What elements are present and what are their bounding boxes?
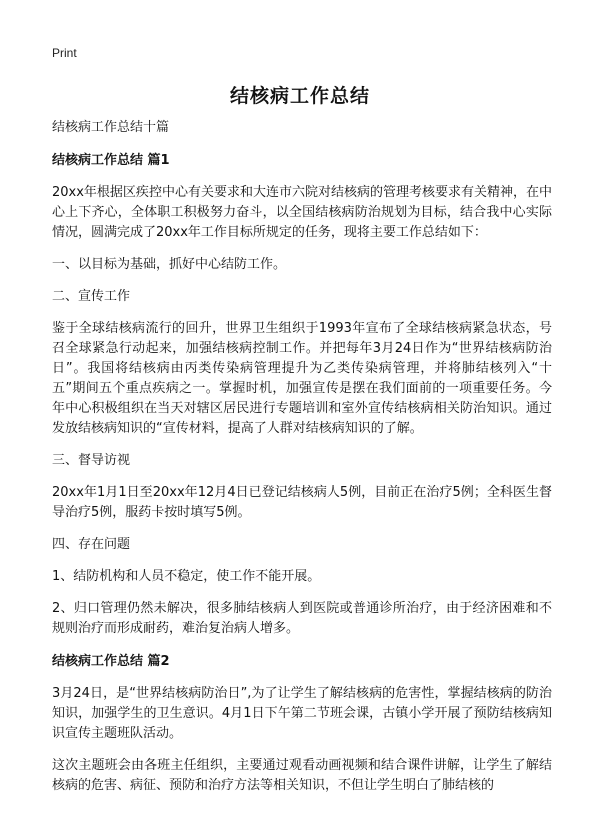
document-body — [52, 118, 552, 796]
paragraph: 3月24日，是“世界结核病防治日”,为了让学生了解结核病的危害性，掌握结核病的防治知识，加强学生的卫生意识。4月1日下午第二节班会课，古镇小学开展了预防结核病知识宣传主题班队活动。 — [52, 686, 552, 741]
section-heading-1: 结核病工作总结 篇1 — [52, 153, 170, 168]
section-heading-2: 结核病工作总结 篇2 — [52, 654, 170, 669]
paragraph: 1、结防机构和人员不稳定，使工作不能开展。 — [52, 569, 321, 584]
paragraph: 一、以目标为基础，抓好中心结防工作。 — [52, 257, 287, 272]
paragraph: 20xx年根据区疾控中心有关要求和大连市六院对结核病的管理考核要求有关精神，在中心上下齐心，全体职工积极努力奋斗，以全国结核病防治规划为目标，结合我中心实际情况，圆满完成了20xx年工作目标所规定的任务，现将主要工作总结如下： — [52, 185, 552, 240]
paragraph: 20xx年1月1日至20xx年12月4日已登记结核病人5例，目前正在治疗5例；全科医生督导治疗5例，服药卡按时填写5例。 — [52, 485, 552, 520]
paragraph: 鉴于全球结核病流行的回升，世界卫生组织于1993年宣布了全球结核病紧急状态，号召全球紧急行动起来，加强结核病控制工作。并把每年3月24日作为“世界结核病防治日”。我国将结核病由丙类传染病管理提升为乙类传染病管理，并将肺结核列入“十五”期间五个重点疾病之一。掌握时机，加强宣传是摆在我们面前的一项重要任务。今年中心积极组织在当天对辖区居民进行专题培训和室外宣传结核病相关防治知识。通过发放结核病知识的“宣传材料，提高了人群对结核病知识的了解。 — [52, 321, 552, 436]
paragraph: 这次主题班会由各班主任组织，主要通过观看动画视频和结合课件讲解，让学生了解结核病的危害、病征、预防和治疗方法等相关知识，不但让学生明白了肺结核的 — [52, 758, 552, 793]
paragraph: 四、存在问题 — [52, 537, 131, 552]
paragraph: 二、宣传工作 — [52, 289, 131, 304]
document-title: 结核病工作总结 — [229, 85, 370, 107]
document-subtitle: 结核病工作总结十篇 — [52, 120, 170, 135]
print-label: Print — [52, 46, 77, 60]
paragraph: 三、督导访视 — [52, 453, 131, 468]
paragraph: 2、归口管理仍然未解决，很多肺结核病人到医院或普通诊所治疗，由于经济困难和不规则治疗而形成耐药，难治复治病人增多。 — [52, 601, 552, 636]
